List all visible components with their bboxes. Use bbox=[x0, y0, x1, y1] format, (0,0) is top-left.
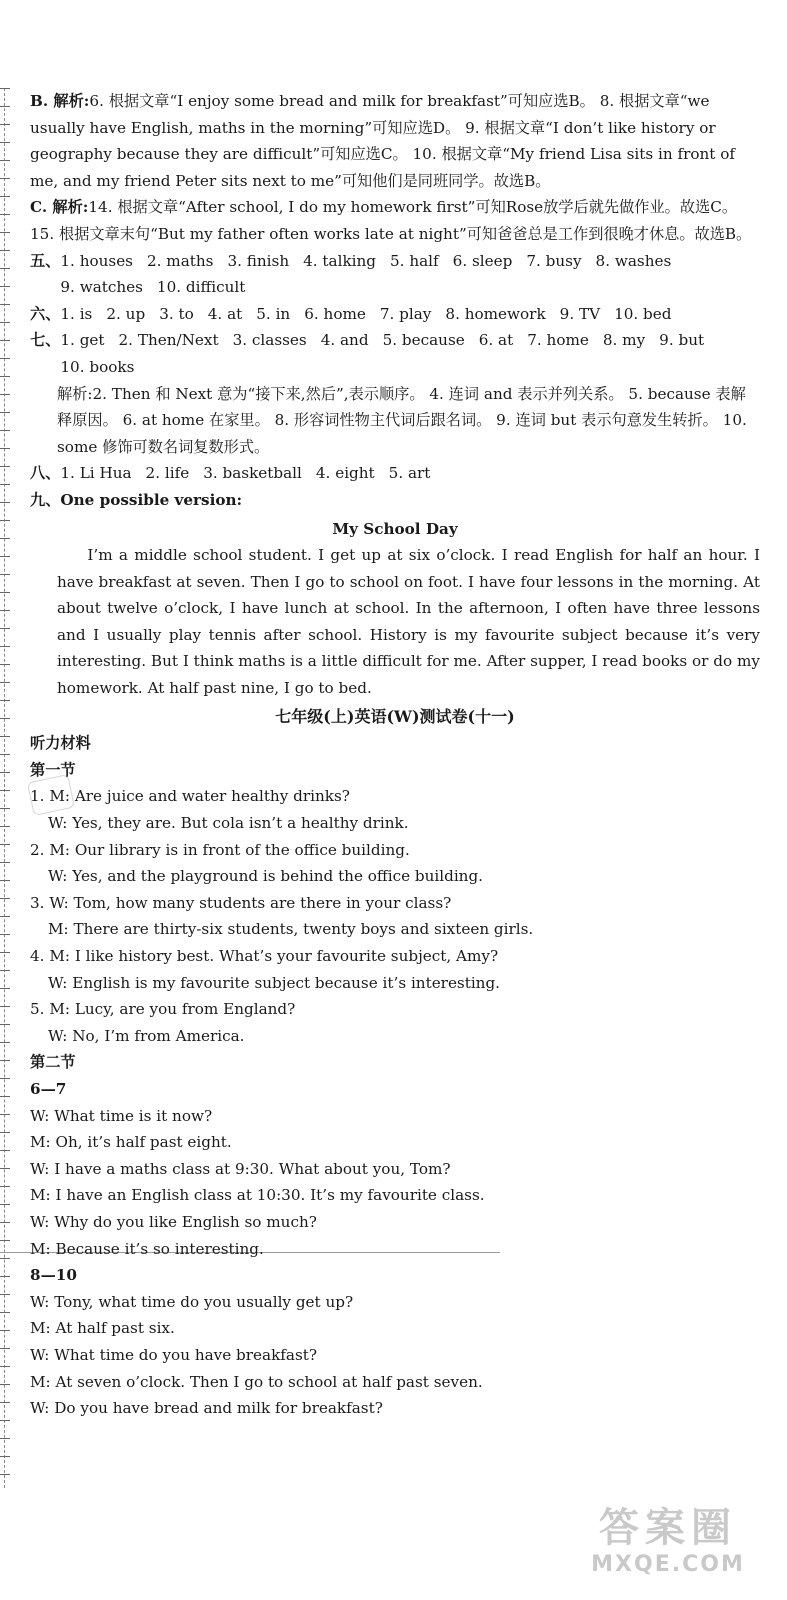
binding-tick bbox=[0, 826, 10, 827]
binding-tick bbox=[0, 520, 10, 521]
binding-tick bbox=[0, 1258, 10, 1259]
binding-tick bbox=[0, 772, 10, 773]
binding-tick bbox=[0, 376, 10, 377]
binding-tick bbox=[0, 196, 10, 197]
binding-tick bbox=[0, 124, 10, 125]
site-watermark bbox=[563, 1504, 773, 1586]
binding-tick bbox=[0, 142, 10, 143]
binding-tick bbox=[0, 88, 10, 89]
test-title: 七年级(上)英语(W)测试卷(十一) bbox=[275, 706, 515, 726]
binding-tick bbox=[0, 1348, 10, 1349]
watermark-url: MXQE.COM bbox=[591, 1552, 745, 1577]
answer-item: 9. but bbox=[659, 331, 705, 350]
binding-tick bbox=[0, 358, 10, 359]
answer-item: 4. eight bbox=[315, 464, 375, 483]
binding-tick bbox=[0, 1420, 10, 1421]
reading-b-label: B. 解析: bbox=[30, 92, 90, 110]
binding-tick bbox=[0, 322, 10, 323]
binding-tick bbox=[0, 1294, 10, 1295]
binding-tick bbox=[0, 1312, 10, 1313]
answer-item: 8. washes bbox=[595, 251, 672, 270]
answer-page bbox=[30, 88, 760, 1422]
group-8-10-dialog bbox=[30, 1289, 760, 1422]
binding-tick bbox=[0, 1168, 10, 1169]
section-6-items bbox=[60, 301, 671, 328]
binding-tick bbox=[0, 1402, 10, 1403]
answer-item: 10. bed bbox=[614, 304, 672, 323]
answer-item: 3. basketball bbox=[203, 464, 302, 483]
reading-c-label: C. 解析: bbox=[30, 198, 89, 217]
dialog-line: W: Yes, and the playground is behind the office building. bbox=[48, 867, 484, 886]
answer-item: 9. watches bbox=[60, 278, 143, 297]
dialog-line: W: Yes, they are. But cola isn’t a healthy drink. bbox=[48, 814, 409, 833]
answer-item: 2. Then/Next bbox=[118, 331, 219, 350]
section-5-label: 五、 bbox=[30, 251, 61, 270]
section-6-answers bbox=[30, 301, 760, 328]
binding-tick bbox=[0, 304, 10, 305]
binding-tick bbox=[0, 1474, 10, 1475]
dialog-line: 5. M: Lucy, are you from England? bbox=[30, 1000, 296, 1019]
answer-item: 1. houses bbox=[60, 251, 133, 270]
dialog-line: 1. M: Are juice and water healthy drinks? bbox=[30, 787, 350, 806]
group-6-7-dialog bbox=[30, 1103, 760, 1263]
watermark-text: 答案圈 bbox=[599, 1505, 737, 1551]
binding-tick bbox=[0, 268, 10, 269]
answer-item: 2. life bbox=[145, 464, 190, 483]
answer-item: 6. sleep bbox=[452, 251, 513, 270]
dialog-line: W: Tony, what time do you usually get up? bbox=[30, 1292, 354, 1311]
binding-tick bbox=[0, 1204, 10, 1205]
binding-tick bbox=[0, 1330, 10, 1331]
dialog-line: W: English is my favourite subject because it’s interesting. bbox=[48, 973, 501, 992]
answer-item: 5. art bbox=[388, 464, 431, 483]
binding-tick bbox=[0, 538, 10, 539]
binding-tick bbox=[0, 1024, 10, 1025]
binding-margin bbox=[4, 88, 15, 1488]
binding-tick bbox=[0, 484, 10, 485]
binding-tick bbox=[0, 448, 10, 449]
binding-tick bbox=[0, 286, 10, 287]
group-8-10-label: 8—10 bbox=[30, 1266, 77, 1285]
binding-tick bbox=[0, 1096, 10, 1097]
answer-item: 5. in bbox=[256, 304, 291, 323]
part-1-dialogs bbox=[30, 783, 760, 1049]
answer-item: 10. books bbox=[60, 357, 135, 376]
essay-text: I’m a middle school student. I get up at six o’clock. I read English for half an hour. I have breakfast at seven. Then I go to school on foot. I have four lessons in the morning. At about twelve o’clock, I have lunch at school. In the afternoon, I often have three lessons and I usually play tennis after school. History is my favourite subject because it’s very interesting. But I think maths is a little difficult for me. After supper, I read books or do my homework. At half past nine, I go to bed. bbox=[57, 546, 760, 698]
binding-tick bbox=[0, 160, 10, 161]
section-8-label: 八、 bbox=[30, 464, 61, 483]
dialog-line: W: Do you have bread and milk for breakfast? bbox=[30, 1399, 383, 1418]
answer-item: 4. and bbox=[320, 331, 369, 350]
reading-b-text: 6. 根据文章“I enjoy some bread and milk for breakfast”可知应选B。 8. 根据文章“we usually have English, maths in the morning”可知应选D。 9. 根据文章“I don’t like history or geography because they are difficult”可知应选C。 10. 根据文章“My friend Lisa sits in front of me, and my friend Peter sits next to me”可知他们是同班同学。故选B。 bbox=[30, 92, 735, 190]
binding-tick bbox=[0, 556, 10, 557]
dialog-line: M: At half past six. bbox=[30, 1319, 175, 1338]
section-8-answers bbox=[30, 460, 760, 487]
binding-tick bbox=[0, 106, 10, 107]
binding-tick bbox=[0, 412, 10, 413]
binding-tick bbox=[0, 214, 10, 215]
binding-tick bbox=[0, 646, 10, 647]
dialog-line: 4. M: I like history best. What’s your favourite subject, Amy? bbox=[30, 947, 499, 965]
binding-tick bbox=[0, 970, 10, 971]
answer-item: 1. Li Hua bbox=[60, 464, 132, 483]
dialog-line: 3. W: Tom, how many students are there in your class? bbox=[30, 893, 452, 912]
dialog-line: W: Why do you like English so much? bbox=[30, 1212, 317, 1231]
binding-tick bbox=[0, 1078, 10, 1079]
binding-tick bbox=[0, 178, 10, 179]
binding-tick bbox=[0, 952, 10, 953]
listening-material-heading: 听力材料 bbox=[30, 734, 91, 753]
binding-tick bbox=[0, 1114, 10, 1115]
binding-tick bbox=[0, 1456, 10, 1457]
binding-tick bbox=[0, 1060, 10, 1061]
dialog-line: W: I have a maths class at 9:30. What about you, Tom? bbox=[30, 1159, 451, 1178]
binding-tick bbox=[0, 862, 10, 863]
binding-tick bbox=[0, 340, 10, 341]
section-7-answers bbox=[30, 327, 760, 380]
binding-tick bbox=[0, 250, 10, 251]
binding-tick bbox=[0, 1042, 10, 1043]
binding-tick bbox=[0, 1006, 10, 1007]
dialog-line: W: What time is it now? bbox=[30, 1106, 213, 1125]
section-5-items bbox=[60, 248, 760, 301]
binding-tick bbox=[0, 664, 10, 665]
binding-tick bbox=[0, 1384, 10, 1385]
dialog-line: M: Oh, it’s half past eight. bbox=[30, 1133, 232, 1152]
binding-tick bbox=[0, 880, 10, 881]
binding-tick bbox=[0, 394, 10, 395]
binding-tick bbox=[0, 988, 10, 989]
section-6-label: 六、 bbox=[30, 304, 61, 323]
binding-tick bbox=[0, 1186, 10, 1187]
dialog-line: W: What time do you have breakfast? bbox=[30, 1345, 317, 1364]
binding-tick bbox=[0, 1222, 10, 1223]
answer-item: 7. home bbox=[527, 331, 589, 350]
binding-tick bbox=[0, 502, 10, 503]
binding-tick bbox=[0, 610, 10, 611]
binding-tick bbox=[0, 898, 10, 899]
answer-item: 7. busy bbox=[526, 251, 582, 270]
binding-tick bbox=[0, 1150, 10, 1151]
answer-item: 2. up bbox=[106, 304, 146, 323]
binding-tick bbox=[0, 736, 10, 737]
answer-item: 4. at bbox=[207, 304, 243, 323]
answer-item: 8. homework bbox=[445, 304, 546, 323]
binding-tick bbox=[0, 1132, 10, 1133]
answer-item: 6. at bbox=[478, 331, 514, 350]
section-5-answers bbox=[30, 248, 760, 301]
binding-tick bbox=[0, 592, 10, 593]
binding-tick bbox=[0, 682, 10, 683]
section-8-items bbox=[60, 460, 430, 487]
answer-item: 6. home bbox=[304, 304, 366, 323]
dialog-line: M: At seven o’clock. Then I go to school at half past seven. bbox=[30, 1372, 483, 1391]
binding-tick bbox=[0, 808, 10, 809]
part-2-heading: 第二节 bbox=[30, 1053, 76, 1072]
answer-item: 5. because bbox=[382, 331, 465, 350]
section-9-label: 九、One possible version: bbox=[30, 490, 243, 509]
part-1-heading: 第一节 bbox=[30, 760, 76, 779]
binding-tick bbox=[0, 718, 10, 719]
answer-item: 1. is bbox=[60, 304, 93, 323]
binding-tick bbox=[0, 1366, 10, 1367]
binding-tick bbox=[0, 934, 10, 935]
binding-tick bbox=[0, 1276, 10, 1277]
dialog-line: 2. M: Our library is in front of the office building. bbox=[30, 840, 410, 859]
dialog-line: M: I have an English class at 10:30. It’s my favourite class. bbox=[30, 1186, 485, 1205]
binding-tick bbox=[0, 700, 10, 701]
answer-item: 3. to bbox=[159, 304, 194, 323]
binding-tick bbox=[0, 232, 10, 233]
binding-tick bbox=[0, 790, 10, 791]
answer-item: 8. my bbox=[602, 331, 646, 350]
binding-tick bbox=[0, 916, 10, 917]
binding-tick bbox=[0, 844, 10, 845]
binding-tick bbox=[0, 574, 10, 575]
binding-tick bbox=[0, 628, 10, 629]
binding-tick bbox=[0, 466, 10, 467]
answer-item: 5. half bbox=[390, 251, 439, 270]
binding-tick bbox=[0, 430, 10, 431]
reading-b-analysis bbox=[30, 88, 760, 194]
binding-tick bbox=[0, 1438, 10, 1439]
dialog-line: M: There are thirty-six students, twenty boys and sixteen girls. bbox=[48, 920, 534, 939]
section-7-label: 七、 bbox=[30, 331, 61, 350]
binding-tick bbox=[0, 1240, 10, 1241]
dialog-line: M: Because it’s so interesting. bbox=[30, 1239, 264, 1258]
answer-item: 1. get bbox=[60, 331, 105, 350]
answer-item: 3. finish bbox=[227, 251, 290, 270]
section-7-analysis: 解析:2. Then 和 Next 意为“接下来,然后”,表示顺序。 4. 连词 and 表示并列关系。 5. because 表解释原因。 6. at home 在家里。 8. 形容词性物主代词后跟名词。 9. 连词 but 表示句意发生转折。 10. some 修饰可数名词复数形式。 bbox=[57, 384, 747, 456]
essay-title: My School Day bbox=[332, 519, 458, 538]
answer-item: 7. play bbox=[379, 304, 432, 323]
group-6-7-label: 6—7 bbox=[30, 1079, 67, 1098]
answer-item: 3. classes bbox=[232, 331, 307, 350]
answer-item: 4. talking bbox=[303, 251, 377, 270]
answer-item: 10. difficult bbox=[156, 278, 246, 297]
binding-tick bbox=[0, 754, 10, 755]
answer-item: 2. maths bbox=[146, 251, 214, 270]
reading-c-text: 14. 根据文章“After school, I do my homework first”可知Rose放学后就先做作业。故选C。 15. 根据文章末句“But my father often works late at night”可知爸爸总是工作到很晚才休息。故选B。 bbox=[30, 198, 752, 243]
answer-item: 9. TV bbox=[559, 304, 601, 323]
section-7-items bbox=[60, 327, 760, 380]
dialog-line: W: No, I’m from America. bbox=[48, 1026, 245, 1045]
reading-c-analysis bbox=[30, 194, 760, 247]
